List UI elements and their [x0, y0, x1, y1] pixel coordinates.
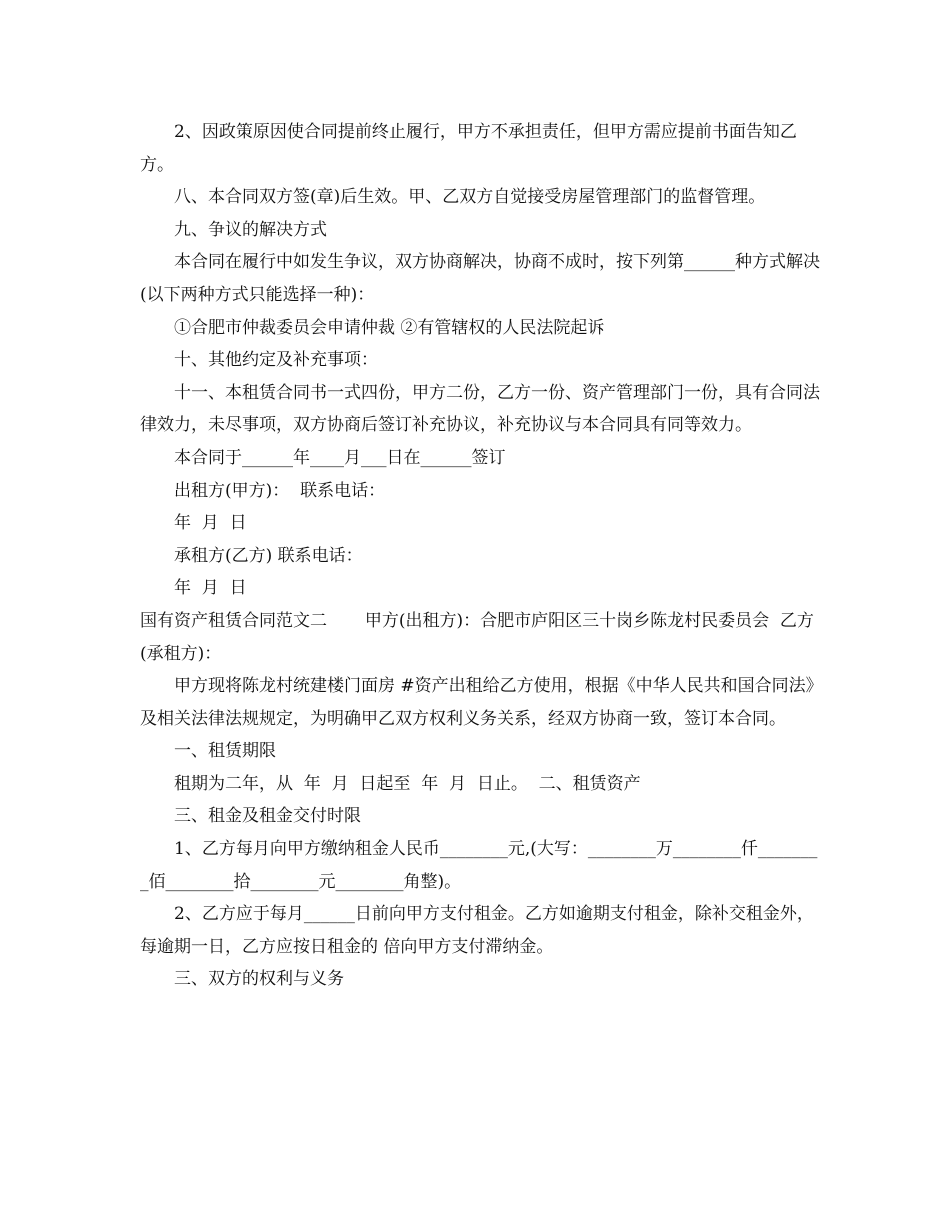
paragraph-lease-term-heading: 一、租赁期限 [174, 741, 276, 762]
paragraph-lessee-date: 年 月 日 [174, 578, 247, 599]
paragraph-rent-heading: 三、租金及租金交付时限 [174, 806, 361, 827]
paragraph-second-contract-header: 国有资产租赁合同范文二 甲方(出租方)：合肥市庐阳区三十岗乡陈龙村民委员会 乙方(承租方)： [140, 610, 814, 664]
paragraph-policy-termination: 2、因政策原因使合同提前终止履行，甲方不承担责任，但甲方需应提前书面告知乙方。 [140, 122, 797, 175]
paragraph-lease-term: 租期为二年，从 年 月 日起至 年 月 日止。 二、租赁资产 [174, 773, 641, 794]
paragraph-rights-obligations-heading: 三、双方的权利与义务 [174, 969, 344, 990]
paragraph-article-9-heading: 九、争议的解决方式 [174, 219, 327, 240]
paragraph-rent-amount: 1、乙方每月向甲方缴纳租金人民币________元,(大写：________万________仟________佰________拾________元________角整)。 [140, 839, 818, 892]
paragraph-dispute-options: ①合肥市仲裁委员会申请仲裁 ②有管辖权的人民法院起诉 [174, 317, 605, 338]
paragraph-article-10-heading: 十、其他约定及补充事项： [174, 350, 378, 371]
paragraph-lessor-signature: 出租方(甲方)： 联系电话： [174, 480, 386, 501]
paragraph-article-11: 十一、本租赁合同书一式四份，甲方二份，乙方一份、资产管理部门一份，具有合同法律效力，未尽事项，双方协商后签订补充协议，补充协议与本合同具有同等效力。 [140, 382, 820, 436]
paragraph-lessor-date: 年 月 日 [174, 513, 247, 534]
paragraph-lessee-signature: 承租方(乙方) 联系电话： [174, 545, 363, 566]
paragraph-signing-date: 本合同于______年____月___日在______签订 [174, 447, 506, 468]
paragraph-dispute-resolution: 本合同在履行中如发生争议，双方协商解决，协商不成时，按下列第______种方式解决(以下两种方式只能选择一种)： [140, 252, 820, 305]
paragraph-rent-payment: 2、乙方应于每月______日前向甲方支付租金。乙方如逾期支付租金，除补交租金外，每逾期一日，乙方应按日租金的 倍向甲方支付滞纳金。 [140, 904, 814, 957]
paragraph-article-8: 八、本合同双方签(章)后生效。甲、乙双方自觉接受房屋管理部门的监督管理。 [174, 187, 766, 208]
paragraph-second-contract-intro: 甲方现将陈龙村统建楼门面房 #资产出租给乙方使用，根据《中华人民共和国合同法》及相关法律法规规定，为明确甲乙双方权利义务关系，经双方协商一致，签订本合同。 [140, 676, 815, 729]
